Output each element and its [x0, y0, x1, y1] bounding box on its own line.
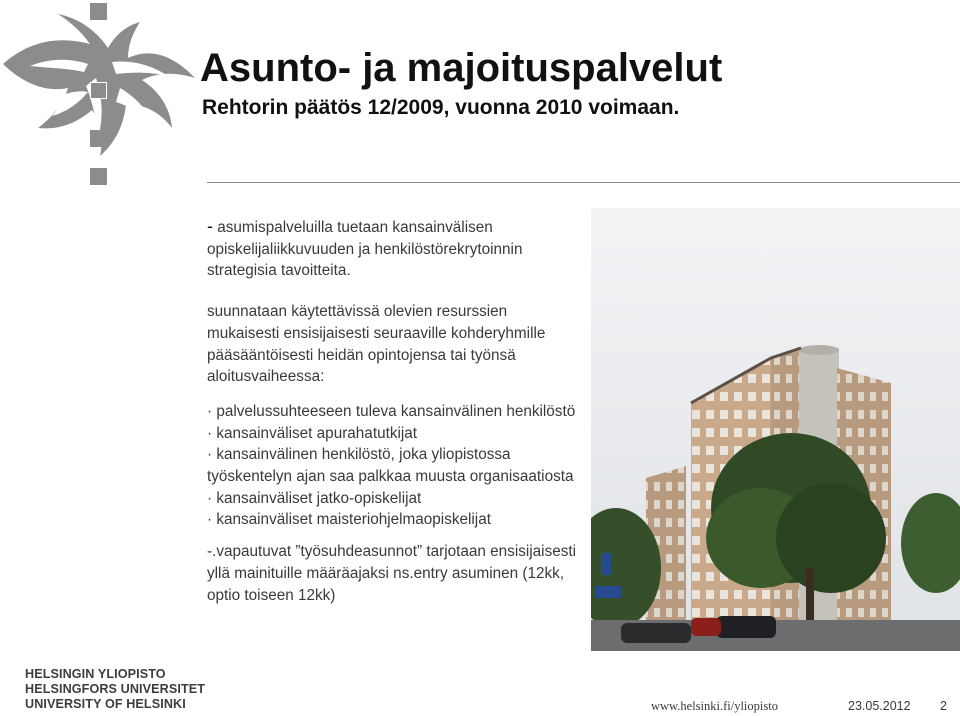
university-name-fi: HELSINGIN YLIOPISTO: [25, 667, 166, 681]
page-title: Asunto- ja majoituspalvelut: [200, 46, 723, 90]
target-group-item: · kansainväliset maisteriohjelmaopiskelijat: [207, 511, 491, 529]
intro-text: asumispalveluilla tuetaan kansainvälisen opiskelijaliikkuvuuden ja henkilöstörekrytoinnin strategisia tavoitteita.: [207, 219, 523, 280]
page-number: 2: [940, 699, 947, 713]
slide-body: [207, 216, 582, 606]
resources-paragraph: suunnataan käytettävissä olevien resurssien mukaisesti ensisijaisesti seuraaville kohderyhmille pääsääntöisesti heidän opintojensa tai työnsä aloitusvaiheessa:: [207, 303, 546, 386]
target-group-item: · kansainväliset jatko-opiskelijat: [207, 489, 422, 507]
university-name-sv: HELSINGFORS UNIVERSITET: [25, 682, 206, 696]
university-wordmark: [25, 667, 205, 712]
target-group-item: · palvelussuhteeseen tuleva kansainvälinen henkilöstö: [207, 402, 576, 420]
university-flame-logo-icon: [0, 0, 200, 190]
target-group-item: · kansainvälinen henkilöstö, joka yliopistossa työskentelyn ajan saa palkkaa muusta organisaatiosta: [207, 446, 574, 486]
student-housing-building-photo: [591, 208, 960, 651]
intro-paragraph: [207, 216, 582, 282]
dash-bullet: -: [207, 216, 213, 236]
university-name-en: UNIVERSITY OF HELSINKI: [25, 697, 186, 711]
footer-date: 23.05.2012: [848, 699, 911, 713]
page-subtitle: Rehtorin päätös 12/2009, vuonna 2010 voimaan.: [202, 96, 680, 119]
title-divider: [207, 182, 960, 183]
exemption-paragraph: -.vapautuvat ”työsuhdeasunnot” tarjotaan ensisijaisesti yllä mainituille määräajaksi ns.entry asuminen (12kk, optio toiseen 12kk): [207, 543, 577, 604]
target-group-item: · kansainväliset apurahatutkijat: [207, 424, 418, 442]
footer-url[interactable]: www.helsinki.fi/yliopisto: [651, 699, 778, 713]
